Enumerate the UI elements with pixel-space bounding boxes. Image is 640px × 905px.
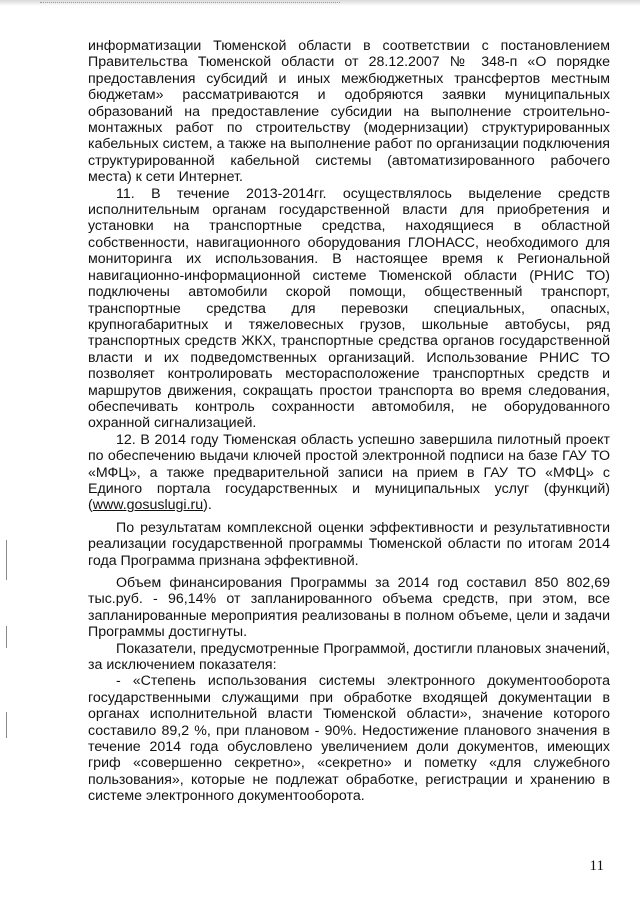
document-body xyxy=(88,38,610,805)
paragraph-assessment: По результатам комплексной оценки эффективности и результативности реализации государственной программы Тюменской области по итогам 2014 года Программа признана эффективной. xyxy=(88,519,610,569)
paragraph-item-12 xyxy=(88,432,610,514)
paragraph-item-12-text: 12. В 2014 году Тюменская область успешно завершила пилотный проект по обеспечению выдачи ключей простой электронной подписи на базе ГАУ ТО «МФЦ», а также предварительной записи на прием в ГАУ ТО «МФЦ» с Единого портала государственных и муниципальных услуг (функций) ( xyxy=(88,431,610,514)
paragraph-item-12-tail: ). xyxy=(203,497,212,514)
paragraph-financing: Объем финансирования Программы за 2014 год составил 850 802,69 тыс.руб. - 96,14% от запланированного объема средств, при этом, все запланированные мероприятия реализованы в полном объеме, цели и задачи Программы достигнуты. xyxy=(88,575,610,641)
paragraph-indicators-intro: Показатели, предусмотренные Программой, достигли плановых значений, за исключением показателя: xyxy=(88,640,610,674)
scan-artifact-edge xyxy=(6,540,7,580)
paragraph-continuation: информатизации Тюменской области в соответствии с постановлением Правительства Тюменской области от 28.12.2007 № 348-п «О порядке предоставления субсидий и иных межбюджетных трансфертов местным бюджетам» рассматриваются и одобряются заявки муниципальных образований на предоставление субсидии на выполнение строительно-монтажных работ по строительству (модернизации) структурированных кабельных систем, а также на выполнение работ по организации подключения структурированной кабельной системы (автоматизированного рабочего места) к сети Интернет. xyxy=(88,38,610,186)
scan-artifact-top xyxy=(0,0,640,6)
paragraph-indicator-edo: - «Степень использования системы электронного документооборота государственными служащими при обработке входящей документации в органах исполнительной власти Тюменской области», значение которого составило 89,2 %, при плановом - 90%. Недостижение планового значения в течение 2014 года обусловлено увеличением доли документов, имеющих гриф «совершенно секретно», «секретно» и пометку «для служебного пользования», которые не подлежат обработке, регистрации и хранению в системе электронного документооборота. xyxy=(88,673,610,805)
scan-artifact-edge xyxy=(6,712,7,738)
scan-artifact-edge xyxy=(6,626,7,648)
page-number: 11 xyxy=(589,858,604,874)
paragraph-item-11: 11. В течение 2013-2014гг. осуществлялось выделение средств исполнительным органам государственной власти для приобретения и установки на транспортные средства, находящиеся в областной собственности, навигационного оборудования ГЛОНАСС, необходимого для мониторинга их использования. В настоящее время к Региональной навигационно-информационной системе Тюменской области (РНИС ТО) подключены автомобили скорой помощи, общественный транспорт, транспортные средства для перевозки специальных, опасных, крупногабаритных и тяжеловесных грузов, школьные автобусы, ряд транспортных средств ЖКХ, транспортные средства органов государственной власти и их подведомственных организаций. Использование РНИС ТО позволяет контролировать месторасположение транспортных средств и маршрутов движения, сокращать простои транспорта во время следования, обеспечивать контроль сохранности автомобиля, не оборудованного охранной сигнализацией. xyxy=(88,185,610,432)
gosuslugi-link[interactable]: www.gosuslugi.ru xyxy=(92,497,204,514)
